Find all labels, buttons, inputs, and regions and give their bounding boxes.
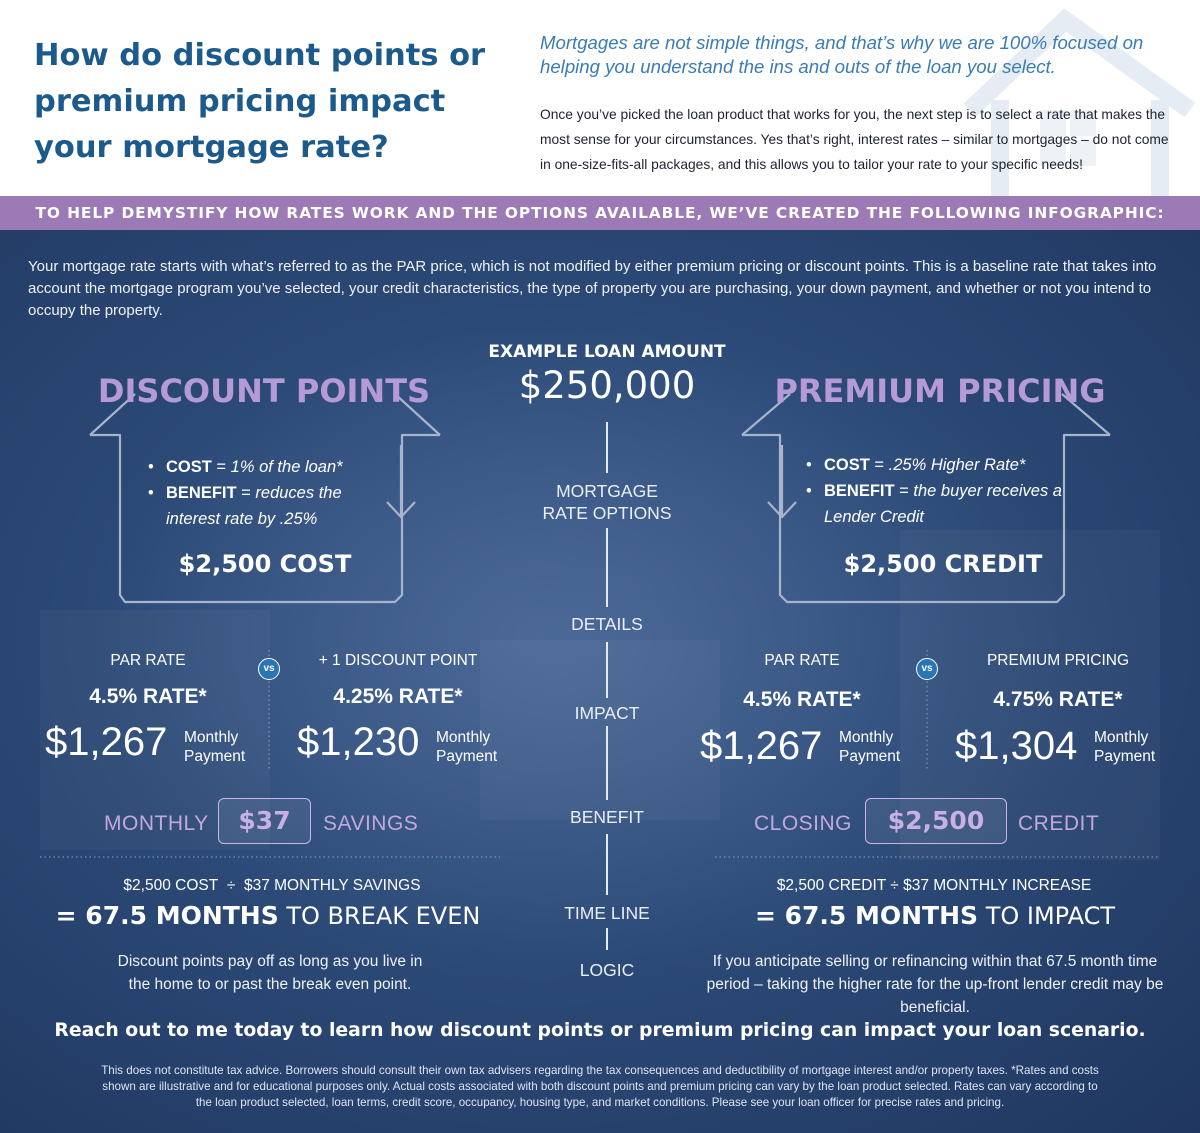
premium-benefit-item: • BENEFIT = the buyer receives a Lender Credit xyxy=(804,478,1064,530)
premium-impact-calculation: $2,500 CREDIT ÷ $37 MONTHLY INCREASE xyxy=(776,877,1092,894)
loan-amount-value: $250,000 xyxy=(518,364,696,407)
discount-reduced-rate: 4.25% RATE* xyxy=(333,685,463,708)
discount-cost-item: • COST = 1% of the loan* xyxy=(146,454,396,480)
impact-label: IMPACT xyxy=(574,703,640,723)
vs-badge: vs xyxy=(916,658,938,680)
discount-point-payment: $1,230 xyxy=(297,720,420,764)
discount-monthly-savings: $37 xyxy=(218,798,311,844)
discount-par-payment: $1,267 xyxy=(45,720,168,764)
tagline: Mortgages are not simple things, and that’s why we are 100% focused on helping you understand the ins and outs of the loan you select. xyxy=(540,32,1144,77)
premium-benefit-prefix: CLOSING xyxy=(754,812,853,835)
premium-impact-result: = 67.5 MONTHS TO IMPACT xyxy=(754,901,1116,930)
premium-cost-item: • COST = .25% Higher Rate* xyxy=(804,452,1064,478)
discount-points-title: DISCOUNT POINTS xyxy=(97,372,431,410)
call-to-action: Reach out to me today to learn how discount points or premium pricing can impact your loan scenario. xyxy=(54,1020,1146,1041)
discount-point-heading: + 1 DISCOUNT POINT xyxy=(318,652,478,669)
discount-logic-text: Discount points pay off as long as you live in the home to or past the break even point. xyxy=(117,953,423,993)
infographic-section xyxy=(0,230,1200,1133)
discount-benefit-item: • BENEFIT = reduces the interest rate by .25% xyxy=(146,480,396,532)
premium-pricing-details xyxy=(804,452,1064,530)
par-price-intro: Your mortgage rate starts with what’s referred to as the PAR price, which is not modified by either premium pricing or discount points. This is a baseline rate that takes into account the mortgage program you’ve selected, your credit characteristics, the type of property you are purchasing, your down payment, and whether or not you intend to occupy the property. xyxy=(28,258,1157,319)
premium-pricing-payment: $1,304 xyxy=(955,724,1078,768)
intro-paragraph: Once you’ve picked the loan product that works for you, the next step is to select a rate that makes the most sense for your circumstances. Yes that’s right, interest rates – similar to mortgages – do not come in one-size-fits-all packages, and this allows you to tailor your rate to your specific needs! xyxy=(540,107,1169,172)
monthly-payment-label: Monthly Payment xyxy=(1094,729,1156,765)
loan-amount-label: EXAMPLE LOAN AMOUNT xyxy=(488,342,726,362)
monthly-payment-label: Monthly Payment xyxy=(436,729,498,765)
premium-par-rate-heading: PAR RATE xyxy=(764,652,840,669)
discount-benefit-suffix: SAVINGS xyxy=(323,812,419,835)
infographic-banner: TO HELP DEMYSTIFY HOW RATES WORK AND THE OPTIONS AVAILABLE, WE’VE CREATED THE FOLLOWING INFOGRAPHIC: xyxy=(0,196,1200,230)
monthly-payment-label: Monthly Payment xyxy=(184,729,246,765)
discount-points-details xyxy=(146,454,396,532)
premium-logic-text: If you anticipate selling or refinancing within that 67.5 month time period – taking the higher rate for the up-front lender credit may be beneficial. xyxy=(706,953,1164,1016)
mortgage-rate-options-label: MORTGAGE RATE OPTIONS xyxy=(542,481,672,523)
premium-par-rate: 4.5% RATE* xyxy=(743,688,861,711)
premium-benefit-suffix: CREDIT xyxy=(1018,812,1100,835)
logic-label: LOGIC xyxy=(579,960,635,980)
timeline-label: TIME LINE xyxy=(564,903,650,923)
discount-total-cost: $2,500 COST xyxy=(178,550,352,578)
discount-par-rate: 4.5% RATE* xyxy=(89,685,207,708)
premium-pricing-heading: PREMIUM PRICING xyxy=(986,652,1130,669)
page-title: How do discount points or premium pricing impact your mortgage rate? xyxy=(34,38,486,165)
header-section xyxy=(0,0,1200,196)
premium-closing-credit: $2,500 xyxy=(865,798,1007,844)
discount-breakeven-result: = 67.5 MONTHS TO BREAK EVEN xyxy=(55,901,481,930)
monthly-payment-label: Monthly Payment xyxy=(839,729,901,765)
discount-breakeven-calculation: $2,500 COST ÷ $37 MONTHLY SAVINGS xyxy=(123,877,421,894)
premium-par-payment: $1,267 xyxy=(700,724,823,768)
details-label: DETAILS xyxy=(571,614,643,634)
discount-par-rate-heading: PAR RATE xyxy=(110,652,186,669)
premium-pricing-title: PREMIUM PRICING xyxy=(774,372,1106,410)
premium-total-credit: $2,500 CREDIT xyxy=(843,550,1043,578)
premium-higher-rate: 4.75% RATE* xyxy=(993,688,1123,711)
benefit-label: BENEFIT xyxy=(570,807,644,827)
disclaimer: This does not constitute tax advice. Borrowers should consult their own tax advisers regarding the tax consequences and deductibility of mortgage interest and/or property taxes. *Rates and costs shown are illustrative and for educational purposes only. Actual costs associated with both discount points and premium pricing can vary by the loan product selected. Rates can vary according to the loan product selected, loan terms, credit score, occupancy, housing type, and market conditions. Please see your loan officer for precise rates and pricing. xyxy=(101,1064,1099,1109)
discount-benefit-prefix: MONTHLY xyxy=(104,812,209,835)
vs-badge: vs xyxy=(258,658,280,680)
